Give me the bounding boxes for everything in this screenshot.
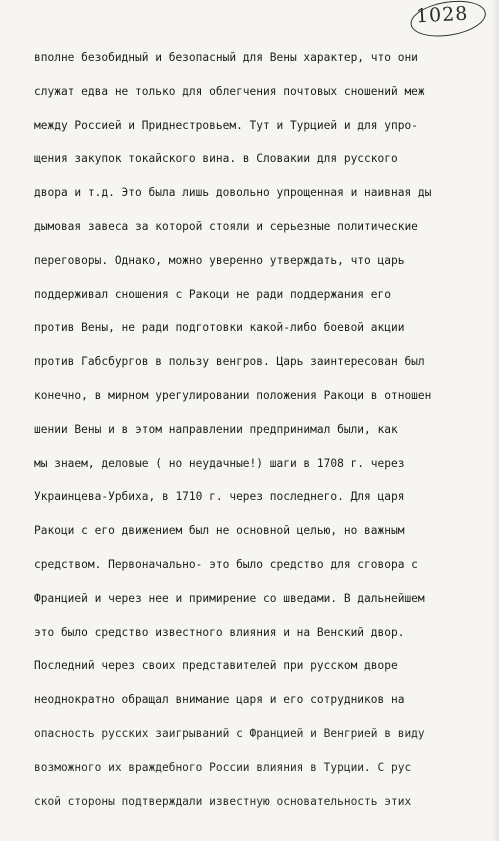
text-line: переговоры. Однако, можно уверенно утверждать, что царь (34, 253, 405, 267)
text-line: шении Вены и в этом направлении предпринимал были, как (34, 422, 398, 436)
text-line: средством. Первоначально- это было средство для сговора с (34, 557, 418, 571)
text-line: против Вены, не ради подготовки какой-либо боевой акции (34, 321, 405, 335)
text-line: двора и т.д. Это была лишь довольно упрощенная и наивная ды (34, 186, 432, 200)
text-line: Францией и через нее и примирение со шведами. В дальнейшем (34, 591, 425, 605)
typewritten-text (34, 41, 494, 818)
text-line: поддерживал сношения с Ракоци не ради поддержания его (34, 287, 391, 301)
text-line: ской стороны подтверждали известную основательность этих (34, 794, 412, 808)
text-line: возможного их враждебного России влияния в Турции. С рус (34, 760, 412, 774)
text-line: это было средство известного влияния и на Венский двор. (34, 625, 405, 639)
text-line: вполне безобидный и безопасный для Вены характер, что они (34, 51, 418, 64)
text-line: неоднократно обращал внимание царя и его сотрудников на (34, 693, 405, 707)
text-line: опасность русских заигрываний с Францией и Венгрией в виду (34, 726, 425, 740)
text-line: дымовая завеса за которой стояли и серьезные политические (34, 219, 418, 233)
text-line: между Россией и Приднестровьем. Тут и Турцией и для упро- (34, 118, 418, 132)
text-line: мы знаем, деловые ( но неудачные!) шаги в 1708 г. через (34, 456, 405, 470)
text-line: щения закупок токайского вина. в Словакии для русского (34, 152, 398, 166)
text-line: служат едва не только для облегчения почтовых сношений меж (34, 84, 425, 98)
text-line: Украинцева-Урбиха, в 1710 г. через последнего. Для царя (34, 490, 405, 504)
text-line: Последний через своих представителей при русском дворе (34, 659, 398, 673)
text-line: конечно, в мирном урегулировании положения Ракоци в отношен (34, 388, 432, 402)
text-line: против Габсбургов в пользу венгров. Царь заинтересован был (34, 355, 425, 369)
text-line: Ракоци с его движением был не основной целью, но важным (34, 524, 405, 538)
page-number-stamp: 1028 (415, 2, 469, 28)
